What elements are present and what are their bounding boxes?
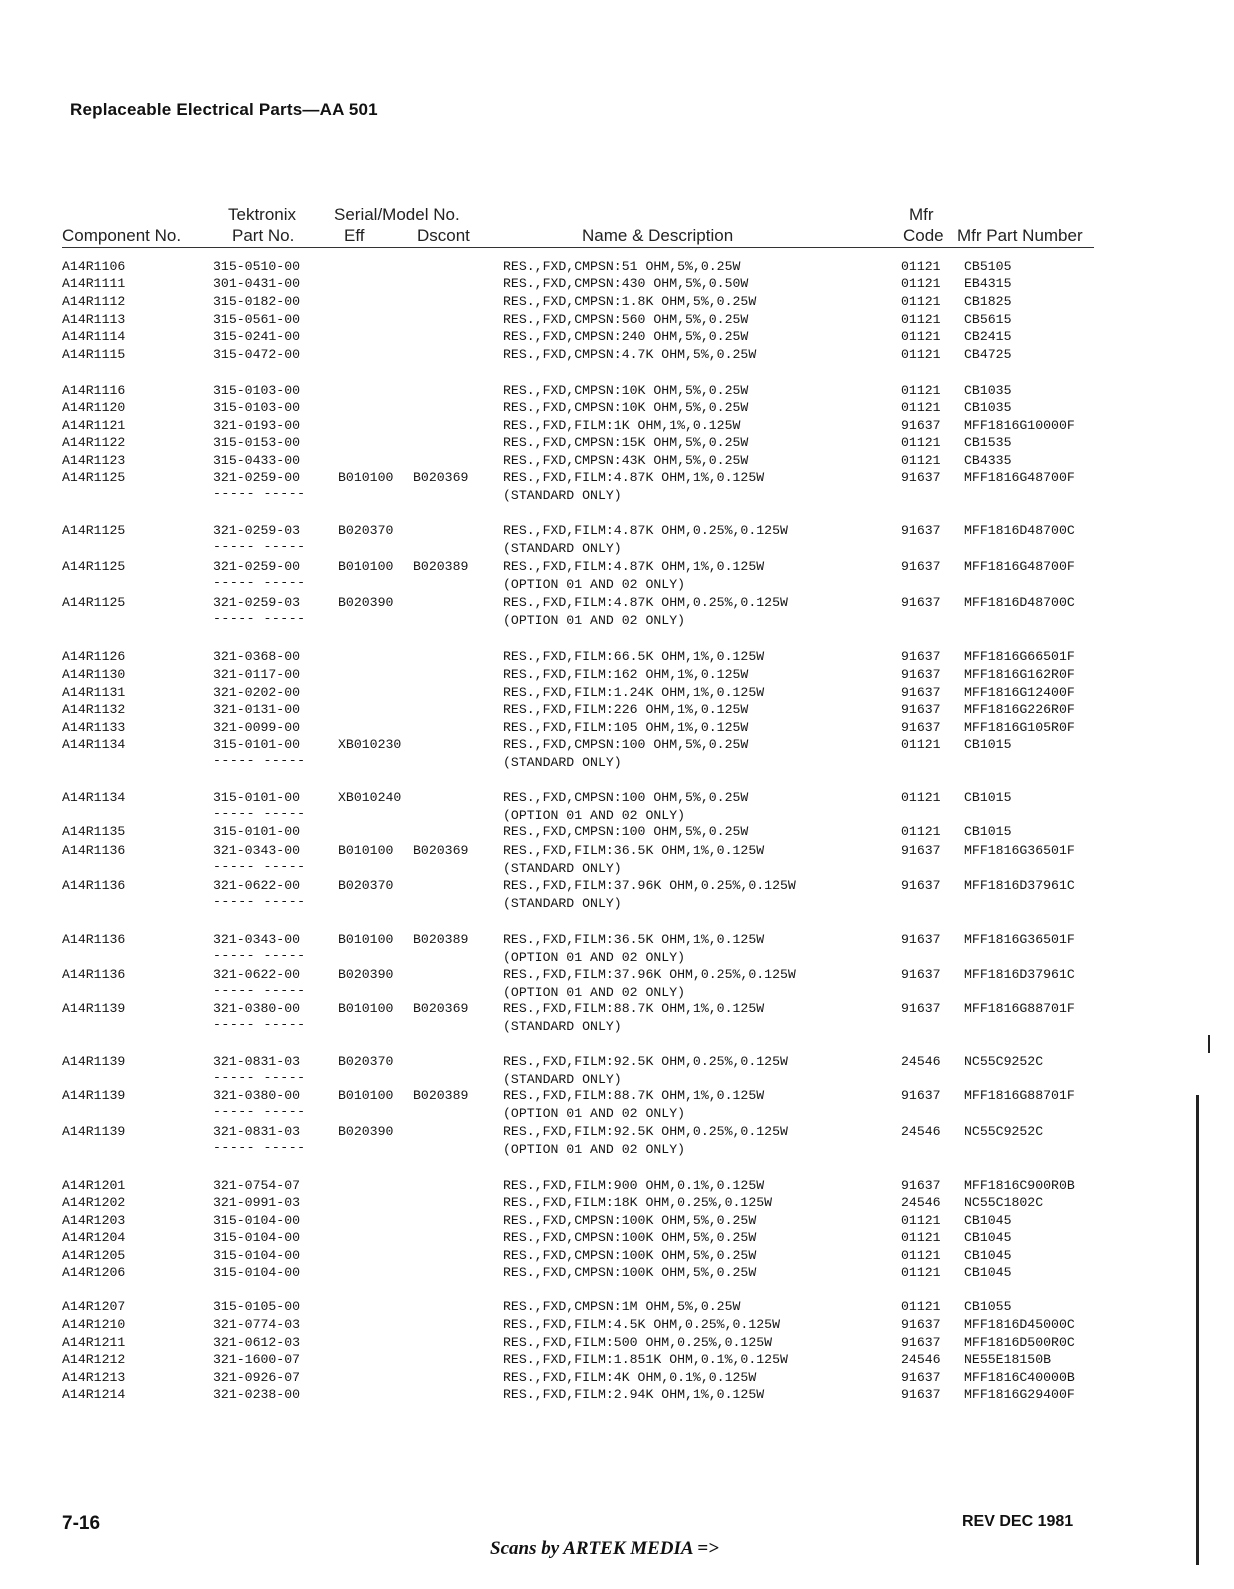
- cell-desc: RES.,FXD,CMPSN:10K OHM,5%,0.25W: [503, 383, 749, 398]
- cell-code: 91637: [901, 559, 941, 574]
- scan-edge-mark: [1208, 1035, 1210, 1053]
- cell-mfrpart: CB4725: [964, 347, 1012, 362]
- cell-desc: RES.,FXD,CMPSN:100K OHM,5%,0.25W: [503, 1265, 757, 1280]
- cell-comp: A14R1121: [62, 418, 126, 433]
- cell-desc: RES.,FXD,CMPSN:10K OHM,5%,0.25W: [503, 400, 749, 415]
- cell-code: 91637: [901, 418, 941, 433]
- cell-mfrpart: MFF1816G162R0F: [964, 667, 1075, 682]
- cell-desc: RES.,FXD,FILM:1.851K OHM,0.1%,0.125W: [503, 1352, 788, 1367]
- cell-desc: RES.,FXD,CMPSN:560 OHM,5%,0.25W: [503, 312, 749, 327]
- cell-mfrpart: MFF1816G66501F: [964, 649, 1075, 664]
- cell-part: 301-0431-00: [213, 276, 301, 291]
- cell-comp: A14R1201: [62, 1178, 126, 1193]
- cell-code: 01121: [901, 329, 941, 344]
- cell-eff: XB010230: [338, 737, 402, 752]
- cell-part: 321-0343-00: [213, 932, 301, 947]
- cell-mfrpart: CB1055: [964, 1299, 1012, 1314]
- cell-dash-separator: ----- -----: [213, 858, 306, 874]
- cell-desc: RES.,FXD,FILM:226 OHM,1%,0.125W: [503, 702, 749, 717]
- cell-comp: A14R1134: [62, 790, 126, 805]
- cell-comp: A14R1139: [62, 1088, 126, 1103]
- cell-mfrpart: MFF1816D37961C: [964, 878, 1075, 893]
- cell-code: 01121: [901, 1248, 941, 1263]
- cell-dscont: B020389: [413, 1088, 469, 1103]
- cell-comp: A14R1112: [62, 294, 126, 309]
- cell-dash-separator: ----- -----: [213, 1069, 306, 1085]
- cell-desc: RES.,FXD,FILM:92.5K OHM,0.25%,0.125W: [503, 1124, 788, 1139]
- cell-comp: A14R1120: [62, 400, 126, 415]
- cell-desc: RES.,FXD,CMPSN:4.7K OHM,5%,0.25W: [503, 347, 757, 362]
- cell-comp: A14R1213: [62, 1370, 126, 1385]
- cell-code: 01121: [901, 1213, 941, 1228]
- cell-comp: A14R1136: [62, 878, 126, 893]
- cell-part: 315-0472-00: [213, 347, 301, 362]
- cell-mfrpart: MFF1816D45000C: [964, 1317, 1075, 1332]
- cell-mfrpart: MFF1816G12400F: [964, 685, 1075, 700]
- cell-mfrpart: CB1015: [964, 824, 1012, 839]
- cell-desc-note: (STANDARD ONLY): [503, 540, 622, 556]
- cell-comp: A14R1203: [62, 1213, 126, 1228]
- cell-dash-separator: ----- -----: [213, 574, 306, 590]
- cell-desc-note: (STANDARD ONLY): [503, 1018, 622, 1034]
- cell-mfrpart: CB1035: [964, 400, 1012, 415]
- cell-part: 321-0831-03: [213, 1124, 301, 1139]
- cell-comp: A14R1131: [62, 685, 126, 700]
- cell-desc: RES.,FXD,FILM:4.87K OHM,0.25%,0.125W: [503, 523, 788, 538]
- cell-part: 321-0259-00: [213, 470, 301, 485]
- page-title: Replaceable Electrical Parts—AA 501: [70, 100, 378, 119]
- cell-comp: A14R1205: [62, 1248, 126, 1263]
- cell-dscont: B020369: [413, 843, 469, 858]
- cell-desc: RES.,FXD,CMPSN:240 OHM,5%,0.25W: [503, 329, 749, 344]
- cell-mfrpart: NE55E18150B: [964, 1352, 1052, 1367]
- cell-comp: A14R1136: [62, 843, 126, 858]
- cell-part: 315-0153-00: [213, 435, 301, 450]
- cell-desc: RES.,FXD,FILM:4.87K OHM,1%,0.125W: [503, 559, 765, 574]
- cell-mfrpart: MFF1816G36501F: [964, 843, 1075, 858]
- cell-dash-separator: ----- -----: [213, 805, 306, 821]
- cell-mfrpart: MFF1816G226R0F: [964, 702, 1075, 717]
- cell-eff: B020390: [338, 595, 394, 610]
- cell-mfrpart: MFF1816D48700C: [964, 523, 1075, 538]
- cell-part: 321-0117-00: [213, 667, 301, 682]
- cell-code: 91637: [901, 1370, 941, 1385]
- cell-eff: B010100: [338, 470, 394, 485]
- col-dscont: Dscont: [417, 226, 470, 245]
- col-eff: Eff: [344, 226, 365, 245]
- cell-eff: B010100: [338, 843, 394, 858]
- col-mfr: Mfr: [909, 205, 934, 224]
- cell-desc: RES.,FXD,FILM:105 OHM,1%,0.125W: [503, 720, 749, 735]
- cell-mfrpart: NC55C9252C: [964, 1054, 1044, 1069]
- cell-eff: B010100: [338, 1001, 394, 1016]
- cell-code: 91637: [901, 1001, 941, 1016]
- cell-code: 91637: [901, 702, 941, 717]
- cell-mfrpart: MFF1816G29400F: [964, 1387, 1075, 1402]
- revision-date: REV DEC 1981: [962, 1513, 1074, 1530]
- cell-desc: RES.,FXD,FILM:4K OHM,0.1%,0.125W: [503, 1370, 757, 1385]
- cell-code: 91637: [901, 720, 941, 735]
- cell-comp: A14R1139: [62, 1124, 126, 1139]
- cell-desc: RES.,FXD,FILM:36.5K OHM,1%,0.125W: [503, 932, 765, 947]
- cell-comp: A14R1115: [62, 347, 126, 362]
- cell-dscont: B020389: [413, 559, 469, 574]
- cell-code: 01121: [901, 400, 941, 415]
- cell-part: 321-0238-00: [213, 1387, 301, 1402]
- cell-code: 24546: [901, 1352, 941, 1367]
- cell-code: 91637: [901, 843, 941, 858]
- col-component-no: Component No.: [62, 226, 182, 245]
- cell-code: 91637: [901, 1178, 941, 1193]
- cell-dash-separator: ----- -----: [213, 610, 306, 626]
- cell-comp: A14R1123: [62, 453, 126, 468]
- cell-part: 321-0259-00: [213, 559, 301, 574]
- cell-part: 315-0104-00: [213, 1265, 301, 1280]
- cell-dash-separator: ----- -----: [213, 1016, 306, 1032]
- cell-dscont: B020369: [413, 470, 469, 485]
- cell-desc: RES.,FXD,FILM:18K OHM,0.25%,0.125W: [503, 1195, 773, 1210]
- cell-mfrpart: CB1015: [964, 737, 1012, 752]
- cell-part: 315-0103-00: [213, 383, 301, 398]
- cell-code: 91637: [901, 1317, 941, 1332]
- cell-code: 01121: [901, 453, 941, 468]
- cell-comp: A14R1136: [62, 967, 126, 982]
- cell-mfrpart: CB1035: [964, 383, 1012, 398]
- cell-mfrpart: MFF1816G36501F: [964, 932, 1075, 947]
- cell-desc: RES.,FXD,FILM:36.5K OHM,1%,0.125W: [503, 843, 765, 858]
- cell-code: 91637: [901, 685, 941, 700]
- col-part-no: Part No.: [232, 226, 295, 245]
- scan-credit: Scans by ARTEK MEDIA =>: [490, 1538, 719, 1559]
- cell-part: 315-0104-00: [213, 1248, 301, 1263]
- cell-code: 91637: [901, 932, 941, 947]
- cell-mfrpart: CB1825: [964, 294, 1012, 309]
- cell-mfrpart: CB1015: [964, 790, 1012, 805]
- cell-code: 24546: [901, 1195, 941, 1210]
- cell-desc: RES.,FXD,FILM:37.96K OHM,0.25%,0.125W: [503, 967, 796, 982]
- cell-code: 01121: [901, 383, 941, 398]
- cell-part: 315-0182-00: [213, 294, 301, 309]
- cell-comp: A14R1139: [62, 1001, 126, 1016]
- cell-code: 01121: [901, 790, 941, 805]
- col-mfr-part-number: Mfr Part Number: [957, 226, 1083, 245]
- cell-eff: XB010240: [338, 790, 402, 805]
- cell-dash-separator: ----- -----: [213, 1103, 306, 1119]
- cell-eff: B020390: [338, 967, 394, 982]
- cell-part: 321-0754-07: [213, 1178, 301, 1193]
- cell-comp: A14R1204: [62, 1230, 126, 1245]
- cell-comp: A14R1134: [62, 737, 126, 752]
- cell-desc: RES.,FXD,FILM:88.7K OHM,1%,0.125W: [503, 1001, 765, 1016]
- cell-desc: RES.,FXD,CMPSN:51 OHM,5%,0.25W: [503, 259, 741, 274]
- cell-desc: RES.,FXD,FILM:66.5K OHM,1%,0.125W: [503, 649, 765, 664]
- cell-comp: A14R1113: [62, 312, 126, 327]
- cell-part: 315-0101-00: [213, 737, 301, 752]
- page-number: 7-16: [62, 1513, 101, 1534]
- cell-desc: RES.,FXD,FILM:37.96K OHM,0.25%,0.125W: [503, 878, 796, 893]
- cell-code: 91637: [901, 1387, 941, 1402]
- cell-mfrpart: MFF1816D37961C: [964, 967, 1075, 982]
- cell-desc-note: (OPTION 01 AND 02 ONLY): [503, 984, 686, 1000]
- cell-desc: RES.,FXD,CMPSN:100K OHM,5%,0.25W: [503, 1213, 757, 1228]
- cell-part: 321-0926-07: [213, 1370, 301, 1385]
- cell-part: 321-0099-00: [213, 720, 301, 735]
- cell-code: 91637: [901, 1088, 941, 1103]
- cell-code: 01121: [901, 294, 941, 309]
- cell-comp: A14R1135: [62, 824, 126, 839]
- cell-desc: RES.,FXD,FILM:500 OHM,0.25%,0.125W: [503, 1335, 773, 1350]
- cell-comp: A14R1206: [62, 1265, 126, 1280]
- cell-eff: B020370: [338, 1054, 394, 1069]
- cell-code: 91637: [901, 967, 941, 982]
- scan-edge-line: [1196, 1095, 1199, 1565]
- cell-part: 321-0774-03: [213, 1317, 301, 1332]
- cell-code: 91637: [901, 878, 941, 893]
- cell-comp: A14R1130: [62, 667, 126, 682]
- cell-code: 01121: [901, 259, 941, 274]
- cell-part: 321-1600-07: [213, 1352, 301, 1367]
- cell-desc: RES.,FXD,CMPSN:43K OHM,5%,0.25W: [503, 453, 749, 468]
- cell-desc: RES.,FXD,FILM:4.87K OHM,0.25%,0.125W: [503, 595, 788, 610]
- cell-desc-note: (OPTION 01 AND 02 ONLY): [503, 1141, 686, 1157]
- cell-desc: RES.,FXD,CMPSN:100K OHM,5%,0.25W: [503, 1230, 757, 1245]
- cell-mfrpart: CB5105: [964, 259, 1012, 274]
- cell-comp: A14R1207: [62, 1299, 126, 1314]
- cell-part: 321-0368-00: [213, 649, 301, 664]
- cell-code: 01121: [901, 737, 941, 752]
- cell-part: 321-0131-00: [213, 702, 301, 717]
- cell-desc: RES.,FXD,CMPSN:1M OHM,5%,0.25W: [503, 1299, 741, 1314]
- cell-dash-separator: ----- -----: [213, 893, 306, 909]
- cell-comp: A14R1139: [62, 1054, 126, 1069]
- cell-comp: A14R1211: [62, 1335, 126, 1350]
- cell-part: 315-0101-00: [213, 824, 301, 839]
- cell-comp: A14R1214: [62, 1387, 126, 1402]
- cell-comp: A14R1106: [62, 259, 126, 274]
- cell-desc: RES.,FXD,FILM:1K OHM,1%,0.125W: [503, 418, 741, 433]
- cell-desc: RES.,FXD,FILM:162 OHM,1%,0.125W: [503, 667, 749, 682]
- cell-code: 01121: [901, 435, 941, 450]
- cell-mfrpart: MFF1816D48700C: [964, 595, 1075, 610]
- cell-desc-note: (STANDARD ONLY): [503, 895, 622, 911]
- cell-mfrpart: MFF1816G48700F: [964, 559, 1075, 574]
- cell-dash-separator: ----- -----: [213, 1139, 306, 1155]
- cell-comp: A14R1125: [62, 559, 126, 574]
- cell-mfrpart: MFF1816C900R0B: [964, 1178, 1075, 1193]
- cell-comp: A14R1133: [62, 720, 126, 735]
- cell-part: 321-0193-00: [213, 418, 301, 433]
- cell-part: 315-0241-00: [213, 329, 301, 344]
- cell-mfrpart: MFF1816G10000F: [964, 418, 1075, 433]
- cell-comp: A14R1125: [62, 523, 126, 538]
- cell-code: 91637: [901, 595, 941, 610]
- cell-mfrpart: CB2415: [964, 329, 1012, 344]
- cell-dash-separator: ----- -----: [213, 947, 306, 963]
- col-tektronix: Tektronix: [228, 205, 297, 224]
- cell-code: 91637: [901, 523, 941, 538]
- cell-comp: A14R1126: [62, 649, 126, 664]
- cell-comp: A14R1202: [62, 1195, 126, 1210]
- col-name-description: Name & Description: [582, 226, 734, 245]
- cell-part: 315-0101-00: [213, 790, 301, 805]
- cell-comp: A14R1111: [62, 276, 126, 291]
- cell-desc: RES.,FXD,FILM:1.24K OHM,1%,0.125W: [503, 685, 765, 700]
- cell-part: 321-0259-03: [213, 523, 301, 538]
- cell-code: 01121: [901, 1230, 941, 1245]
- cell-mfrpart: CB1535: [964, 435, 1012, 450]
- cell-part: 321-0831-03: [213, 1054, 301, 1069]
- cell-mfrpart: CB5615: [964, 312, 1012, 327]
- cell-desc: RES.,FXD,FILM:4.5K OHM,0.25%,0.125W: [503, 1317, 780, 1332]
- cell-desc-note: (OPTION 01 AND 02 ONLY): [503, 949, 686, 965]
- cell-dash-separator: ----- -----: [213, 752, 306, 768]
- cell-code: 01121: [901, 347, 941, 362]
- cell-desc: RES.,FXD,CMPSN:1.8K OHM,5%,0.25W: [503, 294, 757, 309]
- cell-comp: A14R1210: [62, 1317, 126, 1332]
- cell-dscont: B020369: [413, 1001, 469, 1016]
- cell-dash-separator: ----- -----: [213, 538, 306, 554]
- cell-desc-note: (OPTION 01 AND 02 ONLY): [503, 576, 686, 592]
- cell-code: 91637: [901, 1335, 941, 1350]
- cell-part: 315-0561-00: [213, 312, 301, 327]
- col-serial-model: Serial/Model No.: [334, 205, 460, 224]
- cell-mfrpart: CB1045: [964, 1230, 1012, 1245]
- cell-part: 315-0104-00: [213, 1230, 301, 1245]
- cell-mfrpart: NC55C9252C: [964, 1124, 1044, 1139]
- cell-mfrpart: EB4315: [964, 276, 1012, 291]
- cell-part: 321-0259-03: [213, 595, 301, 610]
- cell-part: 321-0380-00: [213, 1088, 301, 1103]
- cell-desc: RES.,FXD,FILM:4.87K OHM,1%,0.125W: [503, 470, 765, 485]
- cell-part: 321-0622-00: [213, 878, 301, 893]
- cell-part: 321-0380-00: [213, 1001, 301, 1016]
- cell-comp: A14R1136: [62, 932, 126, 947]
- cell-eff: B020390: [338, 1124, 394, 1139]
- col-mfr-code: Code: [903, 226, 944, 245]
- cell-desc-note: (STANDARD ONLY): [503, 487, 622, 503]
- cell-desc-note: (OPTION 01 AND 02 ONLY): [503, 1105, 686, 1121]
- cell-desc: RES.,FXD,CMPSN:100 OHM,5%,0.25W: [503, 824, 749, 839]
- cell-code: 01121: [901, 824, 941, 839]
- cell-code: 24546: [901, 1124, 941, 1139]
- cell-mfrpart: CB1045: [964, 1248, 1012, 1263]
- cell-desc: RES.,FXD,FILM:900 OHM,0.1%,0.125W: [503, 1178, 765, 1193]
- cell-mfrpart: MFF1816D500R0C: [964, 1335, 1075, 1350]
- cell-code: 01121: [901, 312, 941, 327]
- cell-dash-separator: ----- -----: [213, 485, 306, 501]
- cell-code: 01121: [901, 1299, 941, 1314]
- cell-desc: RES.,FXD,FILM:88.7K OHM,1%,0.125W: [503, 1088, 765, 1103]
- cell-desc: RES.,FXD,CMPSN:430 OHM,5%,0.50W: [503, 276, 749, 291]
- cell-code: 91637: [901, 667, 941, 682]
- cell-part: 321-0343-00: [213, 843, 301, 858]
- cell-code: 01121: [901, 1265, 941, 1280]
- cell-eff: B020370: [338, 878, 394, 893]
- cell-part: 321-0622-00: [213, 967, 301, 982]
- cell-mfrpart: MFF1816G88701F: [964, 1001, 1075, 1016]
- cell-mfrpart: CB1045: [964, 1213, 1012, 1228]
- cell-mfrpart: CB4335: [964, 453, 1012, 468]
- cell-comp: A14R1116: [62, 383, 126, 398]
- cell-desc: RES.,FXD,CMPSN:100 OHM,5%,0.25W: [503, 737, 749, 752]
- cell-code: 01121: [901, 276, 941, 291]
- cell-comp: A14R1125: [62, 470, 126, 485]
- cell-eff: B020370: [338, 523, 394, 538]
- cell-desc: RES.,FXD,FILM:92.5K OHM,0.25%,0.125W: [503, 1054, 788, 1069]
- cell-eff: B010100: [338, 559, 394, 574]
- cell-mfrpart: CB1045: [964, 1265, 1012, 1280]
- cell-desc-note: (OPTION 01 AND 02 ONLY): [503, 807, 686, 823]
- cell-part: 321-0202-00: [213, 685, 301, 700]
- cell-comp: A14R1122: [62, 435, 126, 450]
- cell-desc: RES.,FXD,CMPSN:100 OHM,5%,0.25W: [503, 790, 749, 805]
- cell-part: 315-0433-00: [213, 453, 301, 468]
- cell-part: 315-0105-00: [213, 1299, 301, 1314]
- cell-mfrpart: NC55C1802C: [964, 1195, 1044, 1210]
- cell-part: 321-0991-03: [213, 1195, 301, 1210]
- cell-mfrpart: MFF1816C40000B: [964, 1370, 1075, 1385]
- cell-desc-note: (STANDARD ONLY): [503, 754, 622, 770]
- cell-part: 321-0612-03: [213, 1335, 301, 1350]
- cell-desc: RES.,FXD,CMPSN:100K OHM,5%,0.25W: [503, 1248, 757, 1263]
- cell-desc-note: (OPTION 01 AND 02 ONLY): [503, 612, 686, 628]
- cell-code: 91637: [901, 649, 941, 664]
- cell-part: 315-0510-00: [213, 259, 301, 274]
- cell-part: 315-0104-00: [213, 1213, 301, 1228]
- cell-comp: A14R1114: [62, 329, 126, 344]
- cell-desc: RES.,FXD,FILM:2.94K OHM,1%,0.125W: [503, 1387, 765, 1402]
- cell-code: 24546: [901, 1054, 941, 1069]
- cell-desc-note: (STANDARD ONLY): [503, 860, 622, 876]
- cell-mfrpart: MFF1816G105R0F: [964, 720, 1075, 735]
- cell-desc-note: (STANDARD ONLY): [503, 1071, 622, 1087]
- cell-comp: A14R1132: [62, 702, 126, 717]
- cell-mfrpart: MFF1816G48700F: [964, 470, 1075, 485]
- cell-desc: RES.,FXD,CMPSN:15K OHM,5%,0.25W: [503, 435, 749, 450]
- cell-dscont: B020389: [413, 932, 469, 947]
- cell-comp: A14R1212: [62, 1352, 126, 1367]
- cell-eff: B010100: [338, 1088, 394, 1103]
- cell-mfrpart: MFF1816G88701F: [964, 1088, 1075, 1103]
- cell-comp: A14R1125: [62, 595, 126, 610]
- cell-dash-separator: ----- -----: [213, 982, 306, 998]
- cell-part: 315-0103-00: [213, 400, 301, 415]
- cell-eff: B010100: [338, 932, 394, 947]
- cell-code: 91637: [901, 470, 941, 485]
